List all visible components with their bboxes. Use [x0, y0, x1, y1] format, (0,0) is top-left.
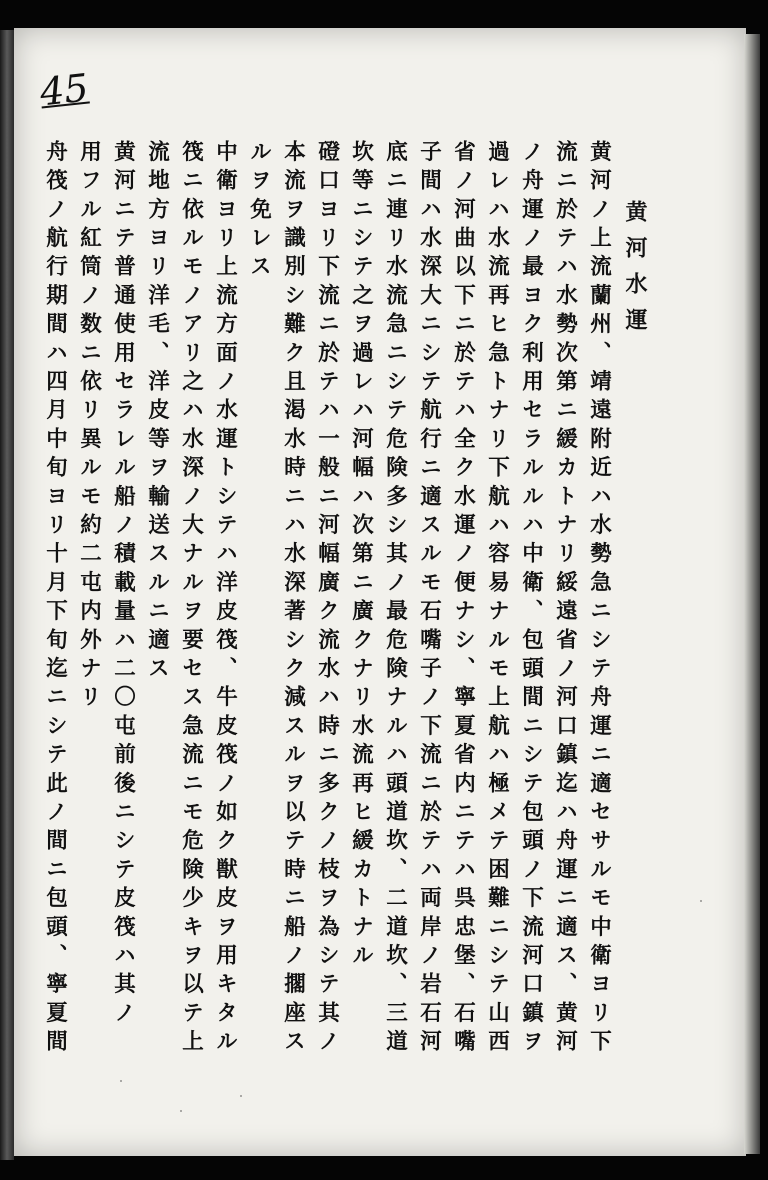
text-column: 磴口ヨリ下流ニ於テハ一般ニ河幅廣ク流水ハ時ニ多クノ枝ヲ為シテ其ノ — [314, 140, 340, 1059]
text-column: ノ舟運ノ最ヨク利用セラルルハ中衛、包頭間ニシテ包頭ノ下流河口鎮ヲ — [518, 140, 544, 1059]
scan-speck — [120, 1080, 122, 1082]
section-heading: 黄河水運 — [622, 200, 648, 344]
text-column: 流ニ於テハ水勢次第ニ緩カトナリ綏遠省ノ河口鎮迄ハ舟運ニ適ス、黄河 — [552, 140, 578, 1059]
text-column: 筏ニ依ルモノアリ之ハ水深ノ大ナルヲ要セス急流ニモ危険少キヲ以テ上 — [178, 140, 204, 1059]
page-edge-shadow — [744, 34, 760, 1154]
text-column: 中衛ヨリ上流方面ノ水運トシテハ洋皮筏、牛皮筏ノ如ク獣皮ヲ用キタル — [212, 140, 238, 1059]
page-number: 45 — [37, 65, 91, 115]
text-column: 省ノ河曲以下ニ於テハ全ク水運ノ便ナシ、寧夏省内ニテハ呉忠堡、石嘴 — [450, 140, 476, 1059]
text-column: 舟筏ノ航行期間ハ四月中旬ヨリ十月下旬迄ニシテ此ノ間ニ包頭、寧夏間 — [42, 140, 68, 1059]
text-column: 流地方ヨリ洋毛、洋皮等ヲ輸送スルニ適ス — [144, 140, 170, 686]
text-column: ルヲ免レス — [246, 140, 272, 284]
text-column: 過レハ水流再ヒ急トナリ下航ハ容易ナルモ上航ハ極メテ困難ニシテ山西 — [484, 140, 510, 1059]
text-column: 本流ヲ識別シ難ク且渇水時ニハ水深著シク減スルヲ以テ時ニ船ノ擱座ス — [280, 140, 306, 1059]
scan-speck — [700, 900, 702, 902]
text-column: 底ニ連リ水流急ニシテ危険多シ其ノ最危険ナルハ頭道坎、二道坎、三道 — [382, 140, 408, 1059]
text-column: 黄河ニテ普通使用セラレル船ノ積載量ハ二〇屯前後ニシテ皮筏ハ其ノ — [110, 140, 136, 1030]
scan-speck — [240, 1095, 242, 1097]
book-spine — [0, 30, 14, 1160]
text-column: 坎等ニシテ之ヲ過レハ河幅ハ次第ニ廣クナリ水流再ヒ緩カトナル — [348, 140, 374, 973]
text-column: 用フル紅筒ノ数ニ依リ異ルモ約二屯内外ナリ — [76, 140, 102, 714]
text-column: 黄河ノ上流蘭州、靖遠附近ハ水勢急ニシテ舟運ニ適セサルモ中衛ヨリ下 — [586, 140, 612, 1059]
text-column: 子間ハ水深大ニシテ航行ニ適スルモ石嘴子ノ下流ニ於テハ両岸ノ岩石河 — [416, 140, 442, 1059]
scan-speck — [180, 1110, 182, 1112]
